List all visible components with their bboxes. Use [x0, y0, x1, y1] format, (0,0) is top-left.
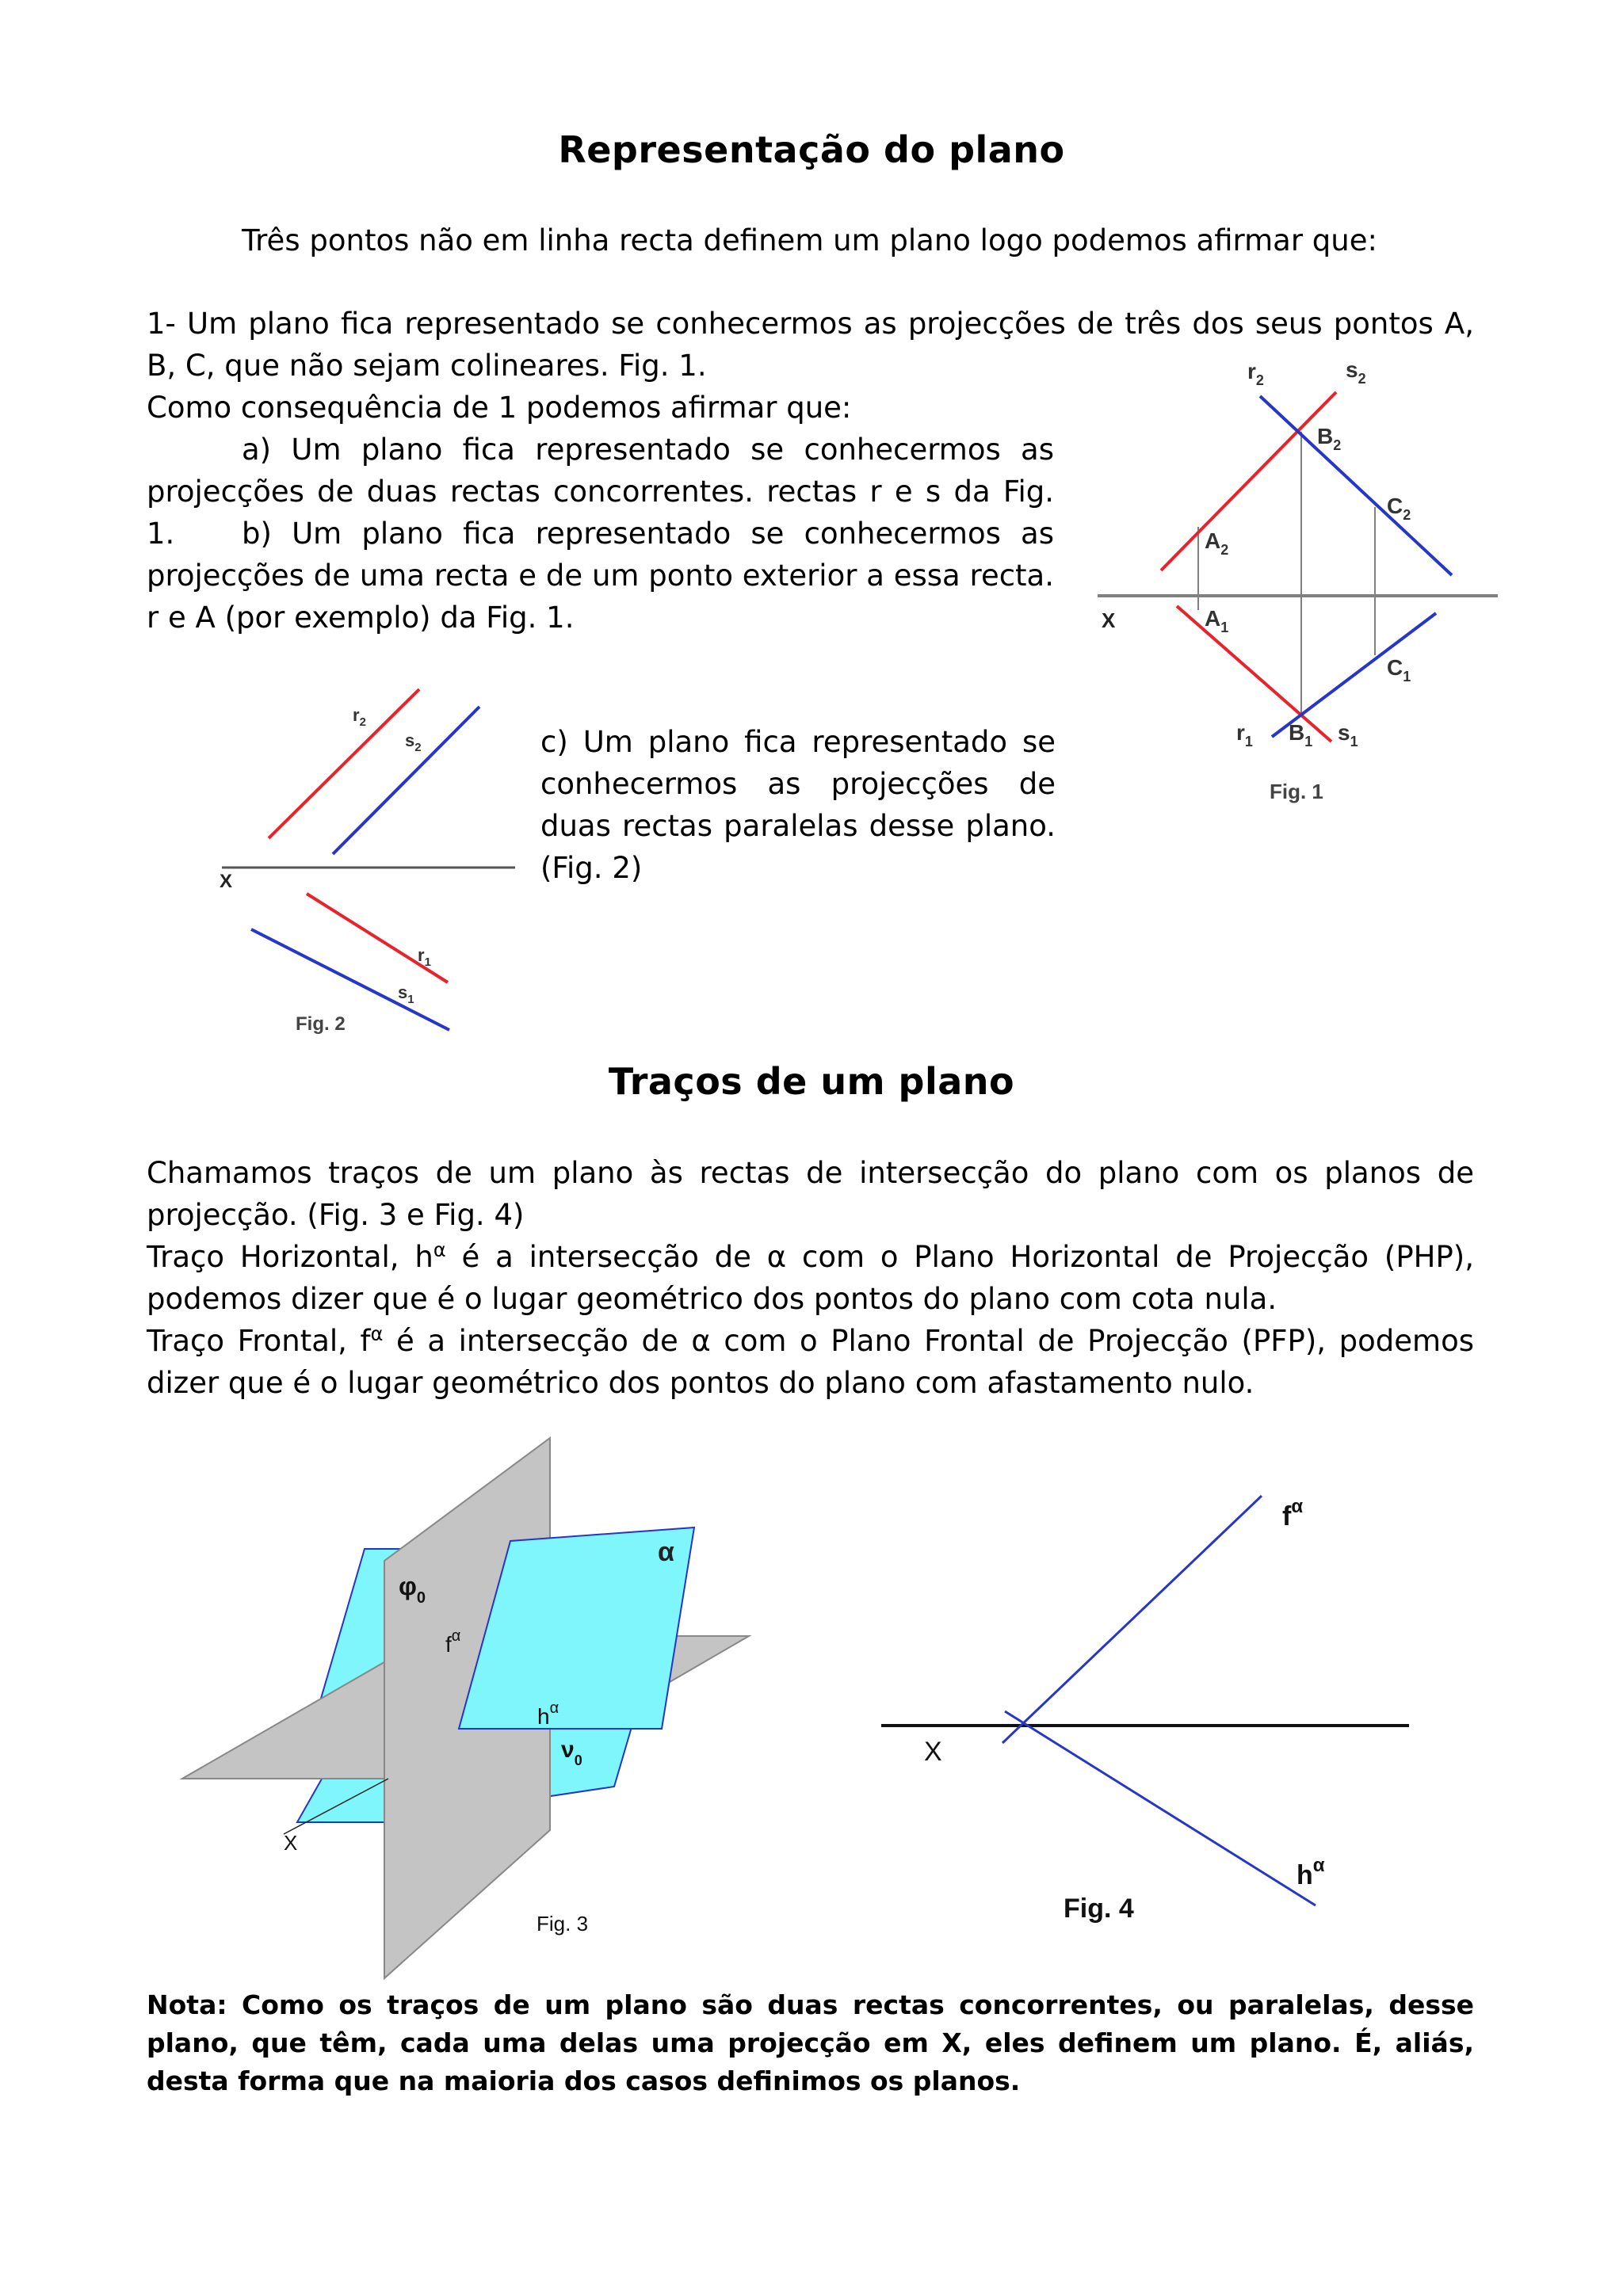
tracos-paragraph-horizontal: Traço Horizontal, $h^\alpha$ é a intersecção de α com o Plano Horizontal de Projecção (PHP), podemos dizer que é o lugar geométrico dos pontos do plano com cota nula. [147, 1238, 1474, 1316]
fig2-line-r2 [269, 689, 419, 838]
note-text: Como os traços de um plano são duas rectas concorrentes, ou paralelas, desse plano, que têm, cada uma delas uma projecção em X, eles definem um plano. É, aliás, desta forma que na maioria dos casos definimos os planos. [147, 1989, 1474, 2096]
item-1-paragraph: 1- Um plano fica representado se conhecermos as projecções de três dos seus pontos A, B, C, que não sejam colineares. Fig. 1. [147, 307, 1474, 383]
note-label: Nota: [147, 1989, 227, 2020]
intro-paragraph: Três pontos não em linha recta definem um plano logo podemos afirmar que: [242, 223, 1377, 257]
fig1-label-s2: $s_2$ [1346, 357, 1366, 387]
fig1-label-A1: $A_1$ [1205, 606, 1229, 635]
fig4-caption: Fig. 4 [1064, 1894, 1134, 1924]
fig3-label-phi0: $\varphi_0$ [399, 1572, 426, 1607]
fig2-label-x: X [220, 871, 233, 892]
fig1-line-r2 [1161, 392, 1336, 570]
fig1-label-A2: $A_2$ [1205, 528, 1229, 558]
fig1-line-r1 [1177, 606, 1331, 742]
fig4-label-h: $h^\alpha$ [1296, 1855, 1325, 1890]
fig4-line-f [1002, 1496, 1262, 1743]
section-title-representacao: Representação do plano [558, 128, 1065, 171]
fig3-caption: Fig. 3 [537, 1912, 589, 1936]
fig3-label-nu0: $\nu_0$ [561, 1737, 582, 1768]
fig1-label-B1: $B_1$ [1289, 720, 1313, 749]
fig2-label-r1: $r_1$ [418, 945, 431, 969]
note-paragraph [147, 1986, 1474, 2100]
figure-3-diagram [174, 1426, 777, 1981]
fig4-line-h [1005, 1711, 1316, 1905]
fig4-label-f: $f^\alpha$ [1282, 1496, 1304, 1531]
fig1-line-s1 [1272, 613, 1436, 737]
section-title-tracos: Traços de um plano [608, 1060, 1015, 1103]
fig1-label-x: X [1102, 608, 1116, 632]
fig4-label-x: X [924, 1737, 942, 1767]
fig3-label-f: $f^\alpha$ [445, 1627, 461, 1657]
item-c-paragraph: c) Um plano fica representado se conhecermos as projecções de duas rectas paralelas desse plano. (Fig. 2) [540, 725, 1056, 885]
fig2-label-s2: $s_2$ [405, 730, 422, 754]
item-b-paragraph: b) Um plano fica representado se conhecermos as projecções de uma recta e de um ponto exterior a essa recta. r e A (por exemplo) da Fig. 1. [147, 517, 1054, 635]
fig1-label-B2: $B_2$ [1317, 424, 1342, 453]
fig1-line-s2 [1260, 396, 1452, 575]
fig1-caption: Fig. 1 [1270, 780, 1323, 803]
fig2-label-r2: $r_2$ [353, 705, 366, 729]
fig1-label-C1: $C_1$ [1387, 655, 1411, 685]
fig2-line-s2 [333, 707, 479, 854]
figure-1-diagram [1094, 349, 1506, 808]
item-a-paragraph: a) Um plano fica representado se conhecermos as projecções de duas rectas concorrentes. rectas r e s da Fig. 1. [147, 433, 1054, 551]
consequence-paragraph: Como consequência de 1 podemos afirmar que: [147, 391, 852, 425]
fig2-label-s1: $s_1$ [398, 982, 414, 1006]
fig3-label-x: X [284, 1831, 298, 1855]
tracos-paragraph-frontal: Traço Frontal, $f^\alpha$ é a intersecção de α com o Plano Frontal de Projecção (PFP), podemos dizer que é o lugar geométrico dos pontos do plano com afastamento nulo. [147, 1322, 1474, 1400]
figure-4-diagram [872, 1466, 1426, 1941]
figure-2-diagram [210, 681, 527, 1046]
fig1-label-s1: $s_1$ [1338, 720, 1358, 749]
fig1-label-C2: $C_2$ [1387, 494, 1411, 523]
fig1-label-r1: $r_1$ [1236, 720, 1253, 749]
fig3-label-alpha: α [658, 1537, 674, 1567]
fig3-label-h: $h^\alpha$ [537, 1699, 559, 1729]
fig2-caption: Fig. 2 [296, 1013, 346, 1035]
tracos-paragraph-1: Chamamos traços de um plano às rectas de intersecção do plano com os planos de projecção. (Fig. 3 e Fig. 4) [147, 1156, 1474, 1232]
fig1-label-r2: $r_2$ [1247, 359, 1264, 388]
